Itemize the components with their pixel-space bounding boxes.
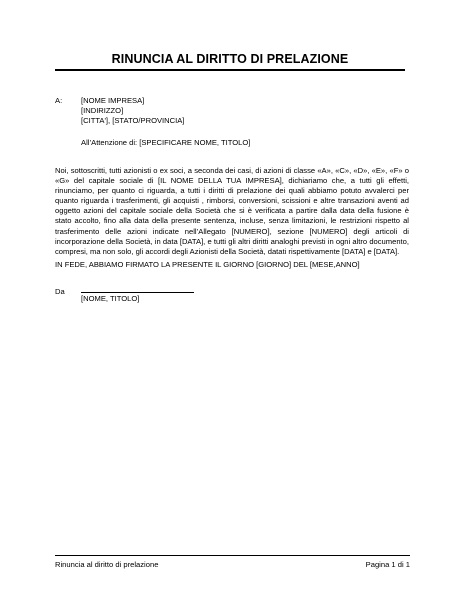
signatory-name: [NOME, TITOLO]	[81, 294, 140, 303]
title-divider	[55, 69, 405, 71]
signature-line	[81, 292, 194, 293]
document-title: RINUNCIA AL DIRITTO DI PRELAZIONE	[111, 52, 349, 66]
attention-line: All’Attenzione di: [SPECIFICARE NOME, TITOLO]	[81, 138, 251, 147]
footer-divider	[55, 555, 410, 556]
footer-page-number: Pagina 1 di 1	[365, 560, 410, 569]
recipient-city: [CITTA'], [STATO/PROVINCIA]	[81, 116, 185, 125]
recipient-label: A:	[55, 96, 63, 105]
signature-label: Da	[55, 287, 65, 296]
footer-document-name: Rinuncia al diritto di prelazione	[55, 560, 159, 569]
recipient-company: [NOME IMPRESA]	[81, 96, 145, 105]
recipient-address	[81, 96, 184, 126]
witness-clause: IN FEDE, ABBIAMO FIRMATO LA PRESENTE IL GIORNO [GIORNO] DEL [MESE,ANNO]	[55, 260, 360, 269]
body-paragraph: Noi, sottoscritti, tutti azionisti o ex soci, a seconda dei casi, di azioni di classe «A», «C», «D», «E», «F» o «G» del capitale sociale di [IL NOME DELLA TUA IMPRESA], dichiariamo che, a tutti gli effetti, rinunciamo, per quanto ci riguarda, a tutti i diritti di prelazione dei quali abbiamo potuto avvalerci per quanto riguarda i trasferimenti, gli acquisti , rimborsi, conversioni, scissioni e altre transazioni aventi ad oggetto azioni del capitale sociale della Società che si è verificata a partire dalla data della fusione è stato accolto, fino alla data della presente sentenza, incluse, senza limitazioni, le restrizioni rispetto al trasferimento delle azioni indicate nell’Allegato [NUMERO], sezione [NUMERO] degli articoli di incorporazione della Società, in data [DATA], e tutti gli altri diritti analoghi previsti in ogni altro documento, compresi, ma non solo, gli accordi degli Azionisti della Società, datati rispettivamente [DATA] e [DATA].	[55, 166, 409, 256]
recipient-street: [INDIRIZZO]	[81, 106, 124, 115]
